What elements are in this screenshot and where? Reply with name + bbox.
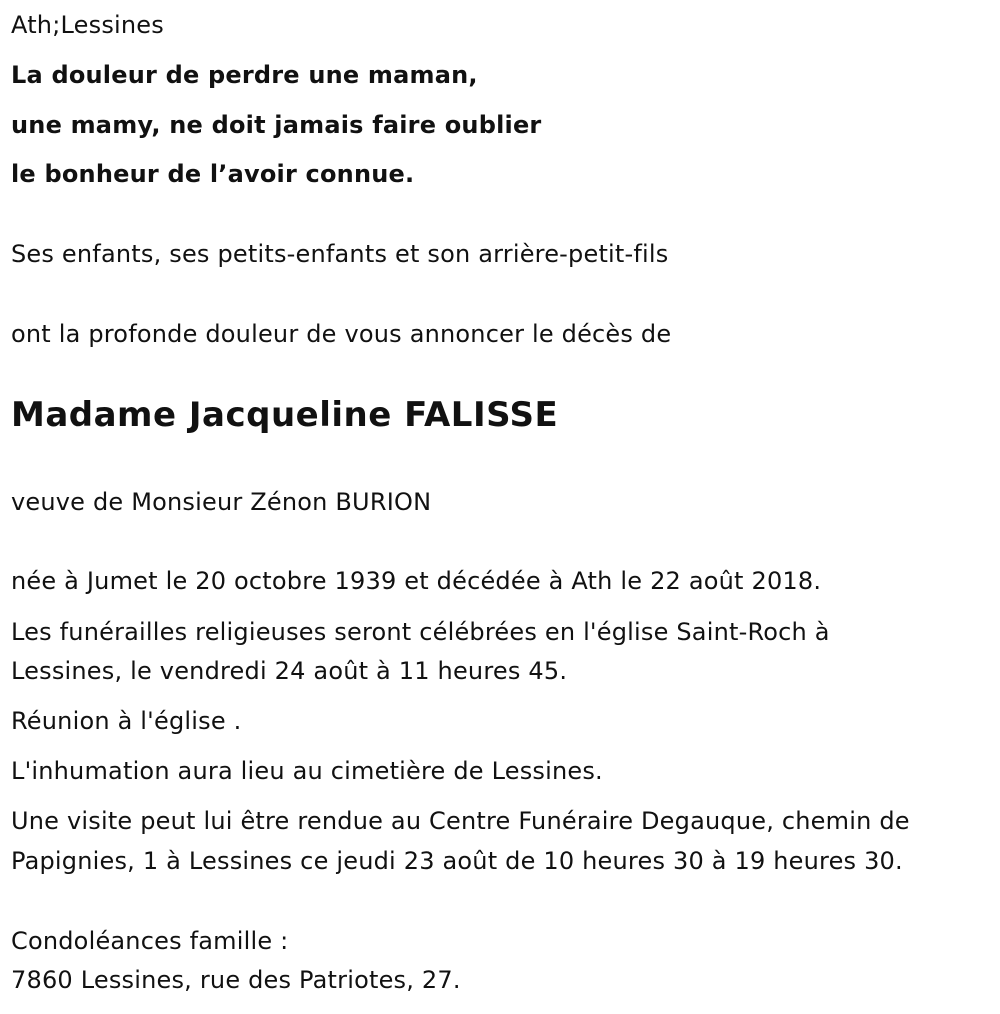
deceased-name: Madame Jacqueline FALISSE	[11, 395, 559, 435]
condolences-address: 7860 Lessines, rue des Patriotes, 27.	[11, 966, 461, 994]
visit-line-2: Papignies, 1 à Lessines ce jeudi 23 août de 10 heures 30 à 19 heures 30.	[11, 847, 903, 875]
spouse-line: veuve de Monsieur Zénon BURION	[11, 488, 432, 516]
announcement-line: ont la profonde douleur de vous annoncer le décès de	[11, 320, 672, 348]
visit-line-1: Une visite peut lui être rendue au Centre Funéraire Degauque, chemin de	[11, 807, 910, 835]
poem-line-3: le bonheur de l’avoir connue.	[11, 160, 415, 188]
birth-death-line: née à Jumet le 20 octobre 1939 et décédée à Ath le 22 août 2018.	[11, 567, 822, 595]
location-header: Ath;Lessines	[11, 11, 164, 39]
condolences-label: Condoléances famille :	[11, 927, 289, 955]
funeral-line-1: Les funérailles religieuses seront célébrées en l'église Saint-Roch à	[11, 618, 830, 646]
family-line: Ses enfants, ses petits-enfants et son arrière-petit-fils	[11, 240, 669, 268]
meeting-line: Réunion à l'église .	[11, 707, 242, 735]
burial-line: L'inhumation aura lieu au cimetière de Lessines.	[11, 757, 603, 785]
poem-line-1: La douleur de perdre une maman,	[11, 61, 478, 89]
funeral-line-2: Lessines, le vendredi 24 août à 11 heures 45.	[11, 657, 568, 685]
poem-line-2: une mamy, ne doit jamais faire oublier	[11, 111, 542, 139]
